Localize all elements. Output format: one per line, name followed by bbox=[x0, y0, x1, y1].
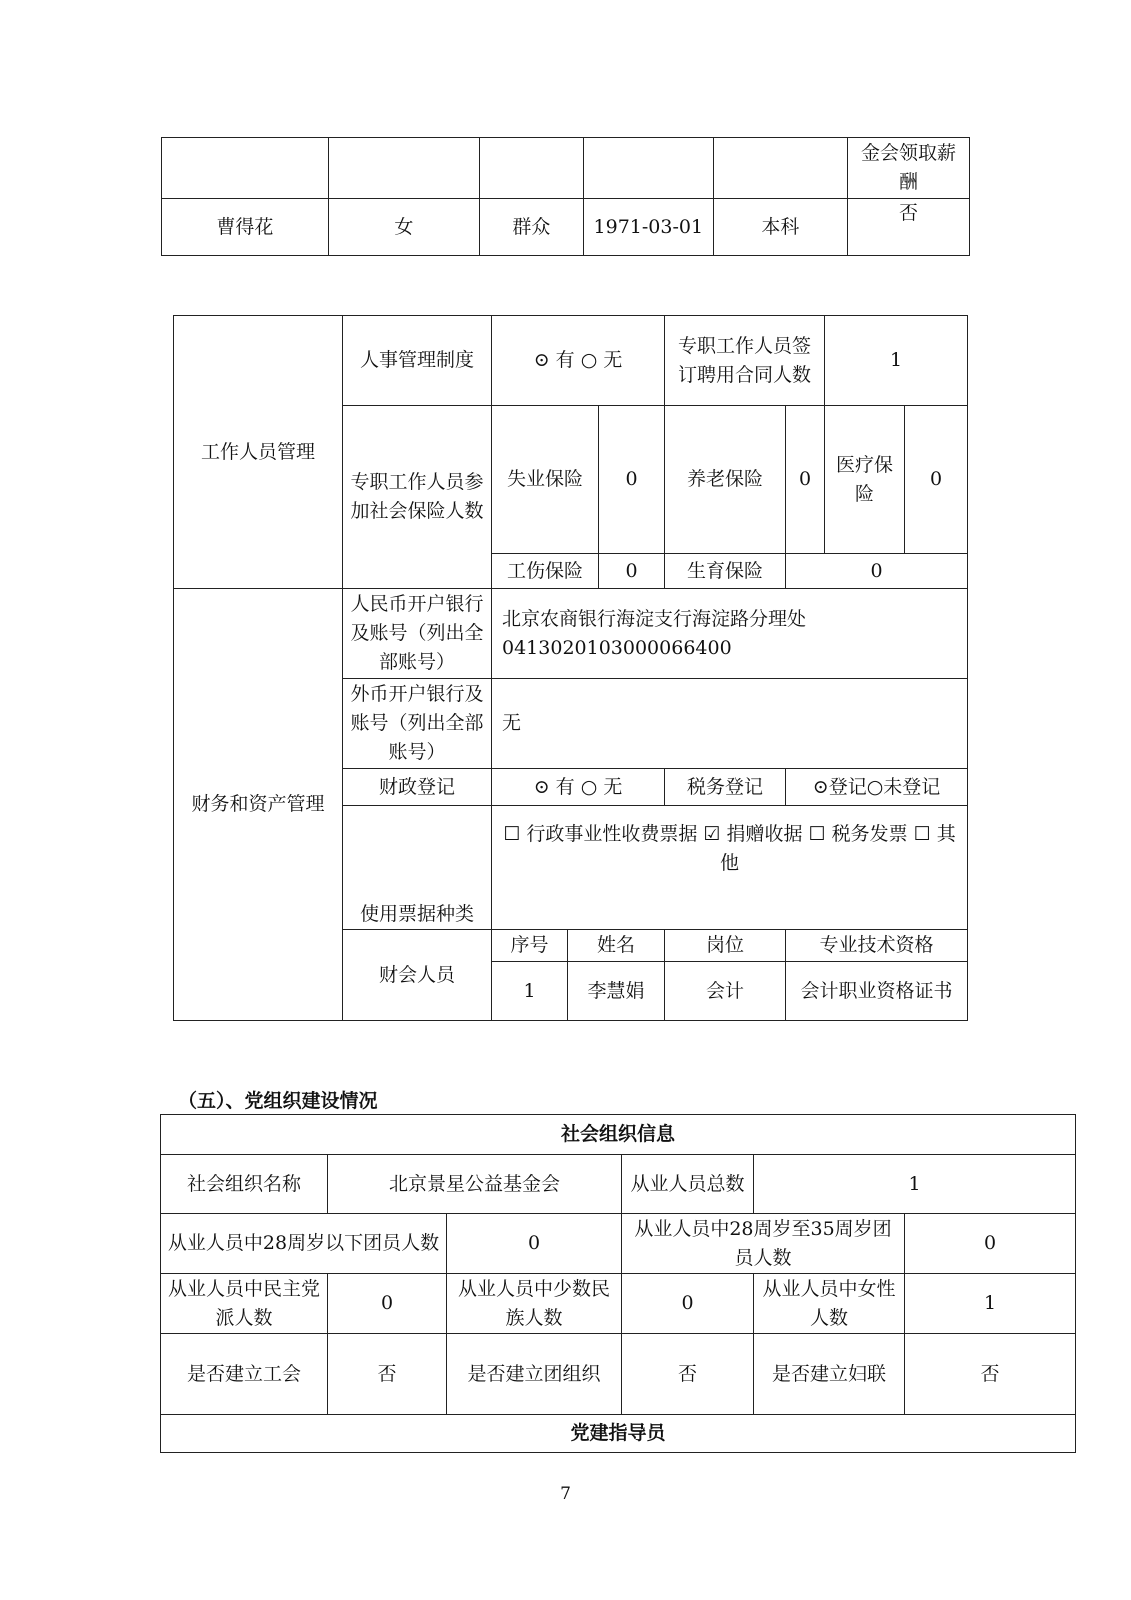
org-name: 北京景星公益基金会 bbox=[328, 1155, 622, 1214]
contract-label: 专职工作人员签订聘用合同人数 bbox=[665, 316, 825, 406]
maternity-value: 0 bbox=[786, 554, 968, 589]
staff-education: 本科 bbox=[713, 199, 847, 256]
rmb-account-number: 0413020103000066400 bbox=[502, 636, 732, 659]
table-row bbox=[161, 1155, 1076, 1214]
tax-value: ⊙登记○未登记 bbox=[786, 769, 968, 806]
under28-label: 从业人员中28周岁以下团员人数 bbox=[161, 1214, 447, 1274]
paid-header-cell: 金会领取薪酬 bbox=[847, 138, 969, 199]
female-label: 从业人员中女性人数 bbox=[754, 1274, 905, 1334]
league: 否 bbox=[622, 1334, 754, 1415]
table-row bbox=[161, 1115, 1076, 1155]
medical-label: 医疗保险 bbox=[825, 406, 905, 554]
league-label: 是否建立团组织 bbox=[447, 1334, 622, 1415]
staff-gender: 女 bbox=[328, 199, 479, 256]
staff-name: 曹得花 bbox=[162, 199, 329, 256]
hr-system-value: ⊙ 有 ○ 无 bbox=[492, 316, 665, 406]
invoice-value: ☐ 行政事业性收费票据 ☑ 捐赠收据 ☐ 税务发票 ☐ 其他 bbox=[492, 806, 968, 930]
table-row bbox=[174, 316, 968, 406]
acc-post: 会计 bbox=[665, 962, 786, 1021]
rmb-account-label: 人民币开户银行及账号（列出全部账号） bbox=[343, 589, 492, 679]
table-row bbox=[162, 199, 970, 256]
democratic: 0 bbox=[328, 1274, 447, 1334]
unemployment-label: 失业保险 bbox=[492, 406, 599, 554]
finance-label: 财务和资产管理 bbox=[174, 589, 343, 1021]
democratic-label: 从业人员中民主党派人数 bbox=[161, 1274, 328, 1334]
minority-label: 从业人员中少数民族人数 bbox=[447, 1274, 622, 1334]
fiscal-value: ⊙ 有 ○ 无 bbox=[492, 769, 665, 806]
invoice-label: 使用票据种类 bbox=[343, 806, 492, 930]
women-label: 是否建立妇联 bbox=[754, 1334, 905, 1415]
pension-label: 养老保险 bbox=[665, 406, 786, 554]
women: 否 bbox=[905, 1334, 1076, 1415]
maternity-label: 生育保险 bbox=[665, 554, 786, 589]
management-table bbox=[173, 315, 968, 1021]
female: 1 bbox=[905, 1274, 1076, 1334]
table-row bbox=[161, 1214, 1076, 1274]
staff-management-label: 工作人员管理 bbox=[174, 316, 343, 589]
org-info-header: 社会组织信息 bbox=[161, 1115, 1076, 1155]
under28: 0 bbox=[447, 1214, 622, 1274]
contract-value: 1 bbox=[825, 316, 968, 406]
age28-35-label: 从业人员中28周岁至35周岁团员人数 bbox=[622, 1214, 905, 1274]
org-name-label: 社会组织名称 bbox=[161, 1155, 328, 1214]
staff-birth: 1971-03-01 bbox=[583, 199, 713, 256]
union: 否 bbox=[328, 1334, 447, 1415]
minority: 0 bbox=[622, 1274, 754, 1334]
injury-value: 0 bbox=[599, 554, 665, 589]
pension-value: 0 bbox=[786, 406, 825, 554]
rmb-account-value bbox=[492, 589, 968, 679]
staff-politics: 群众 bbox=[480, 199, 584, 256]
injury-label: 工伤保险 bbox=[492, 554, 599, 589]
insurance-label: 专职工作人员参加社会保险人数 bbox=[343, 406, 492, 589]
acc-name: 李慧娟 bbox=[568, 962, 665, 1021]
acc-header-post: 岗位 bbox=[665, 930, 786, 962]
acc-header-name: 姓名 bbox=[568, 930, 665, 962]
acc-no: 1 bbox=[492, 962, 568, 1021]
party-table bbox=[160, 1114, 1076, 1453]
section-heading: （五）、党组织建设情况 bbox=[178, 1090, 378, 1112]
table-row bbox=[174, 589, 968, 679]
acc-header-no: 序号 bbox=[492, 930, 568, 962]
table-row bbox=[161, 1415, 1076, 1453]
rmb-bank: 北京农商银行海淀支行海淀路分理处 bbox=[502, 607, 807, 630]
fiscal-label: 财政登记 bbox=[343, 769, 492, 806]
instructor-header: 党建指导员 bbox=[161, 1415, 1076, 1453]
total-staff-label: 从业人员总数 bbox=[622, 1155, 754, 1214]
forex-account-value: 无 bbox=[492, 679, 968, 769]
medical-value: 0 bbox=[905, 406, 968, 554]
table-row bbox=[162, 138, 970, 199]
staff-table bbox=[161, 137, 970, 256]
accountant-label: 财会人员 bbox=[343, 930, 492, 1021]
total-staff: 1 bbox=[754, 1155, 1076, 1214]
union-label: 是否建立工会 bbox=[161, 1334, 328, 1415]
acc-qualification: 会计职业资格证书 bbox=[786, 962, 968, 1021]
staff-paid: 否 bbox=[847, 199, 969, 256]
hr-system-label: 人事管理制度 bbox=[343, 316, 492, 406]
age28-35: 0 bbox=[905, 1214, 1076, 1274]
forex-account-label: 外币开户银行及账号（列出全部账号） bbox=[343, 679, 492, 769]
tax-label: 税务登记 bbox=[665, 769, 786, 806]
table-row bbox=[161, 1334, 1076, 1415]
unemployment-value: 0 bbox=[599, 406, 665, 554]
table-row bbox=[161, 1274, 1076, 1334]
page-number: 7 bbox=[560, 1484, 571, 1504]
acc-header-qualification: 专业技术资格 bbox=[786, 930, 968, 962]
